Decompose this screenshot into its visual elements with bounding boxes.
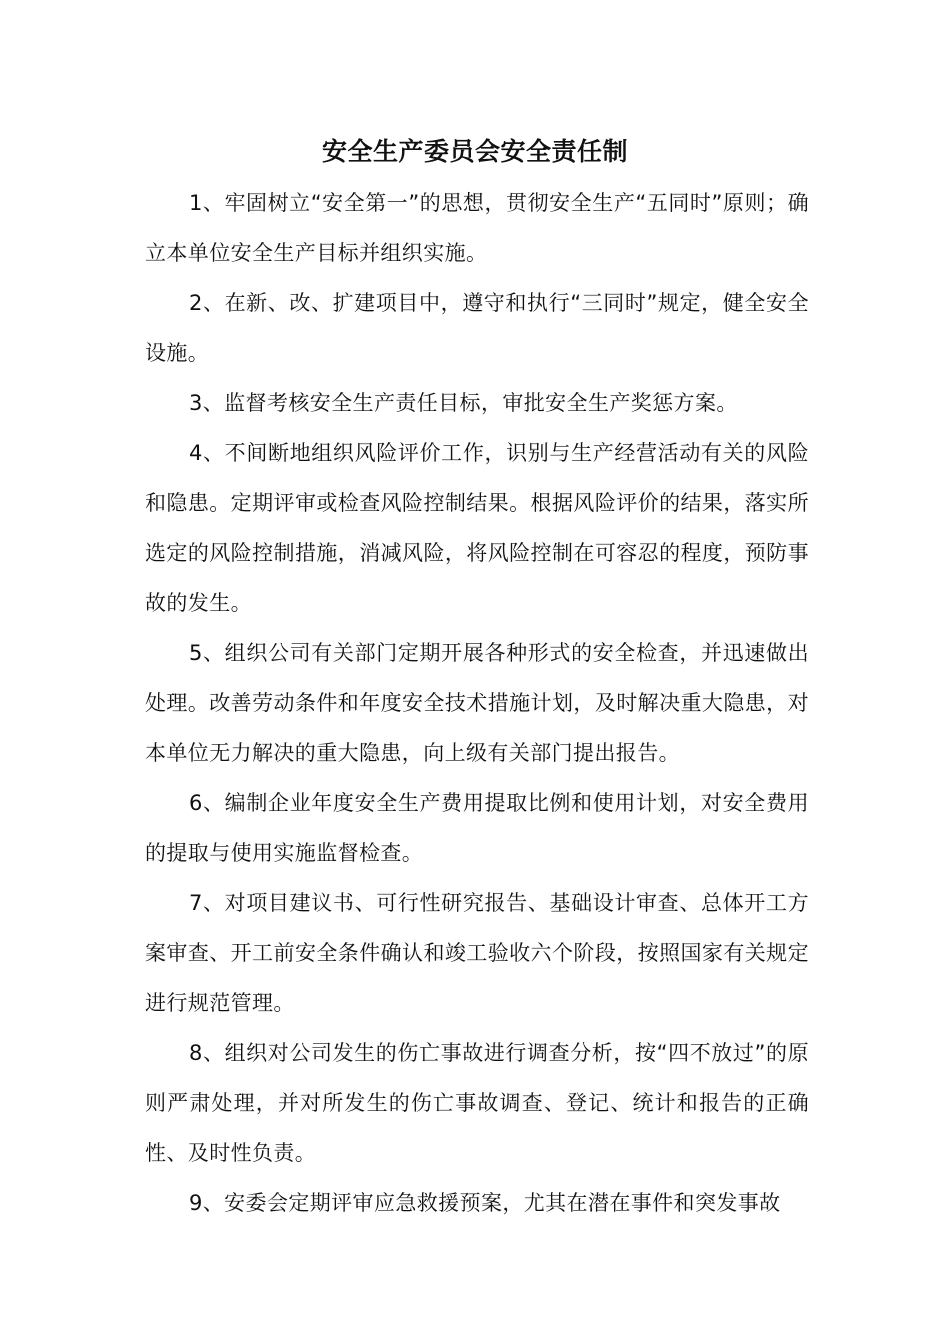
paragraph-2: 2、在新、改、扩建项目中，遵守和执行“三同时”规定，健全安全设施。	[145, 291, 809, 365]
paragraph-1: 1、牢固树立“安全第一”的思想，贯彻安全生产“五同时”原则；确立本单位安全生产目标并组织实施。	[145, 191, 809, 265]
paragraph-5: 5、组织公司有关部门定期开展各种形式的安全检查，并迅速做出处理。改善劳动条件和年度安全技术措施计划，及时解决重大隐患，对本单位无力解决的重大隐患，向上级有关部门提出报告。	[145, 641, 809, 765]
paragraph-7: 7、对项目建议书、可行性研究报告、基础设计审查、总体开工方案审查、开工前安全条件确认和竣工验收六个阶段，按照国家有关规定进行规范管理。	[145, 891, 809, 1015]
document-body	[145, 178, 809, 1228]
paragraph-9: 9、安委会定期评审应急救援预案，尤其在潜在事件和突发事故	[189, 1191, 781, 1215]
document-title: 安全生产委员会安全责任制	[321, 137, 628, 166]
paragraph-3: 3、监督考核安全生产责任目标，审批安全生产奖惩方案。	[189, 391, 738, 415]
paragraph-8: 8、组织对公司发生的伤亡事故进行调查分析，按“四不放过”的原则严肃处理，并对所发生的伤亡事故调查、登记、统计和报告的正确性、及时性负责。	[145, 1041, 809, 1165]
paragraph-6: 6、编制企业年度安全生产费用提取比例和使用计划，对安全费用的提取与使用实施监督检查。	[145, 791, 809, 865]
paragraph-4: 4、不间断地组织风险评价工作，识别与生产经营活动有关的风险和隐患。定期评审或检查风险控制结果。根据风险评价的结果，落实所选定的风险控制措施，消减风险，将风险控制在可容忍的程度，预防事故的发生。	[145, 441, 809, 615]
